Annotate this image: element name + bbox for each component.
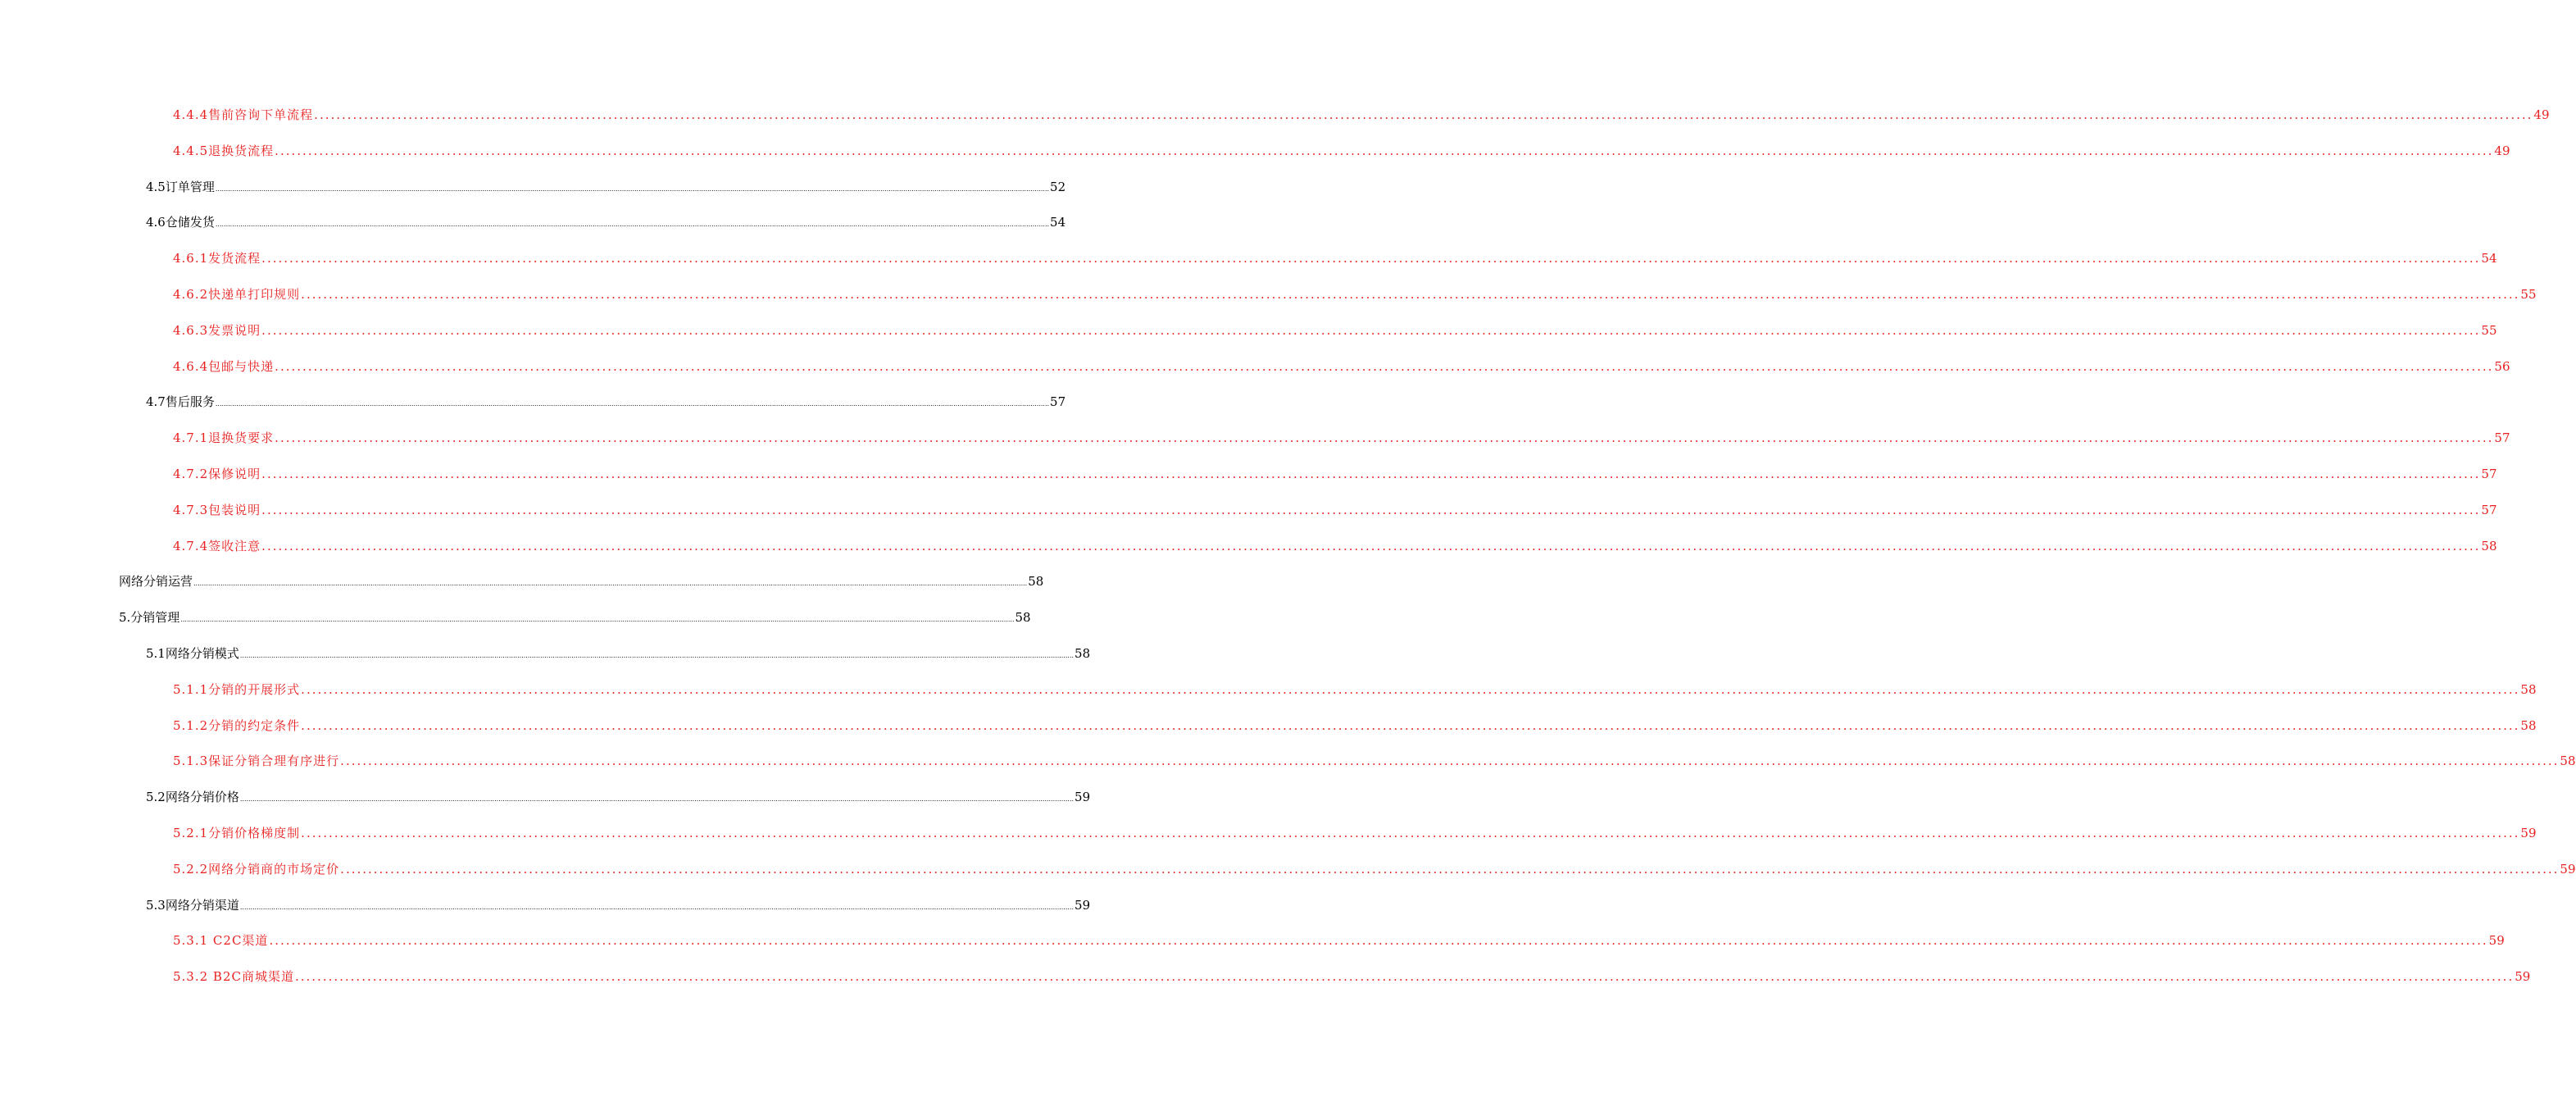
toc-entry[interactable]	[173, 462, 2497, 482]
toc-entry[interactable]	[146, 175, 1066, 195]
toc-entry-title: 4.5订单管理	[146, 179, 215, 194]
toc-entry-page-number: 57	[2481, 502, 2497, 517]
toc-entry[interactable]	[173, 822, 2537, 841]
toc-entry-title: 4.7.2保修说明	[173, 467, 261, 481]
toc-entry-title: 4.7.4签收注意	[173, 538, 261, 553]
toc-entry-title: 4.6仓储发货	[146, 215, 215, 230]
toc-entry-page-number: 59	[2560, 861, 2576, 877]
toc-entry-title: 5.1.1分销的开展形式	[173, 681, 301, 697]
toc-entry-title: 4.6.4包邮与快递	[173, 358, 275, 374]
toc-entry-page-number: 55	[2520, 287, 2537, 302]
toc-entry[interactable]	[173, 103, 2550, 123]
toc-dot-leader: ................................................................................................................................................................................................................................................................................................................................................................................................................	[275, 358, 2494, 374]
toc-entry[interactable]	[173, 139, 2510, 159]
toc-dot-leader: ................................................................................................................................................................................................................................................................................................................................................................................................................	[261, 502, 2481, 517]
toc-dot-leader: ................................................................................................................................................................................................................................................................................................................................................................................................................	[215, 184, 1050, 193]
toc-entry-page-number: 54	[2481, 251, 2497, 266]
toc-entry[interactable]	[173, 426, 2510, 446]
toc-dot-leader: ................................................................................................................................................................................................................................................................................................................................................................................................................	[269, 933, 2488, 949]
toc-entry[interactable]	[146, 786, 1091, 805]
toc-dot-leader: ................................................................................................................................................................................................................................................................................................................................................................................................................	[314, 107, 2533, 122]
toc-entry[interactable]	[173, 247, 2497, 266]
toc-entry-page-number: 55	[2481, 322, 2497, 338]
toc-entry-title: 5.3.2 B2C商城渠道	[173, 969, 294, 985]
toc-entry-title: 5.2.1分销价格梯度制	[173, 826, 301, 840]
toc-entry-title: 4.6.3发票说明	[173, 322, 261, 338]
toc-entry-title: 5.1.3保证分销合理有序进行	[173, 754, 340, 769]
toc-dot-leader: ................................................................................................................................................................................................................................................................................................................................................................................................................	[215, 221, 1050, 229]
toc-dot-leader: ................................................................................................................................................................................................................................................................................................................................................................................................................	[340, 861, 2560, 877]
toc-entry[interactable]	[173, 965, 2531, 985]
toc-entry-title: 5.2网络分销价格	[146, 790, 239, 805]
toc-entry-page-number: 56	[2494, 358, 2510, 374]
toc-entry-page-number: 49	[2533, 107, 2550, 122]
toc-entry-page-number: 58	[2520, 681, 2537, 697]
toc-entry-page-number: 58	[2481, 538, 2497, 553]
toc-entry[interactable]	[173, 355, 2510, 375]
toc-dot-leader: ................................................................................................................................................................................................................................................................................................................................................................................................................	[275, 430, 2494, 446]
toc-dot-leader: ................................................................................................................................................................................................................................................................................................................................................................................................................	[275, 143, 2494, 158]
toc-dot-leader: ................................................................................................................................................................................................................................................................................................................................................................................................................	[340, 754, 2560, 769]
toc-entry-title: 5.3网络分销渠道	[146, 897, 239, 913]
toc-entry[interactable]	[173, 678, 2537, 698]
toc-entry-page-number: 59	[2515, 969, 2531, 985]
toc-entry-page-number: 57	[1050, 394, 1066, 410]
toc-entry-page-number: 59	[2520, 826, 2537, 840]
toc-dot-leader: ................................................................................................................................................................................................................................................................................................................................................................................................................	[261, 251, 2481, 266]
toc-dot-leader: ................................................................................................................................................................................................................................................................................................................................................................................................................	[301, 287, 2520, 302]
toc-entry-title: 4.7.3包装说明	[173, 502, 261, 517]
toc-dot-leader: ................................................................................................................................................................................................................................................................................................................................................................................................................	[239, 652, 1074, 659]
toc-dot-leader: ................................................................................................................................................................................................................................................................................................................................................................................................................	[301, 717, 2520, 733]
toc-entry-page-number: 57	[2494, 430, 2510, 446]
toc-dot-leader: ................................................................................................................................................................................................................................................................................................................................................................................................................	[301, 826, 2520, 840]
toc-entry-title: 4.6.2快递单打印规则	[173, 287, 301, 302]
toc-entry[interactable]	[173, 283, 2537, 303]
toc-entry-title: 5.1网络分销模式	[146, 646, 239, 661]
toc-dot-leader: ................................................................................................................................................................................................................................................................................................................................................................................................................	[301, 681, 2520, 697]
toc-dot-leader: ................................................................................................................................................................................................................................................................................................................................................................................................................	[180, 616, 1015, 624]
toc-dot-leader: ................................................................................................................................................................................................................................................................................................................................................................................................................	[239, 795, 1074, 804]
toc-entry[interactable]	[173, 499, 2497, 518]
toc-entry-title: 5.2.2网络分销商的市场定价	[173, 861, 340, 877]
toc-dot-leader: ................................................................................................................................................................................................................................................................................................................................................................................................................	[193, 580, 1028, 588]
toc-entry-title: 5.1.2分销的约定条件	[173, 717, 301, 733]
toc-dot-leader: ................................................................................................................................................................................................................................................................................................................................................................................................................	[261, 467, 2481, 481]
toc-entry-page-number: 58	[1028, 574, 1044, 590]
toc-dot-leader: ................................................................................................................................................................................................................................................................................................................................................................................................................	[215, 400, 1050, 408]
toc-entry-page-number: 58	[2560, 754, 2576, 769]
toc-entry-page-number: 58	[1015, 610, 1031, 626]
toc-entry-title: 5.3.1 C2C渠道	[173, 933, 269, 949]
toc-entry[interactable]	[173, 929, 2505, 949]
toc-dot-leader: ................................................................................................................................................................................................................................................................................................................................................................................................................	[294, 969, 2515, 985]
toc-entry-page-number: 52	[1050, 179, 1066, 194]
toc-entry-page-number: 58	[1074, 646, 1091, 661]
toc-dot-leader: ................................................................................................................................................................................................................................................................................................................................................................................................................	[261, 538, 2481, 553]
toc-entry-page-number: 57	[2481, 467, 2497, 481]
toc-entry[interactable]	[173, 749, 2576, 769]
toc-entry-page-number: 54	[1050, 215, 1066, 230]
toc-entry[interactable]	[173, 319, 2497, 339]
toc-entry-title: 5.分销管理	[119, 610, 180, 626]
toc-entry[interactable]	[173, 858, 2576, 877]
toc-dot-leader: ................................................................................................................................................................................................................................................................................................................................................................................................................	[261, 322, 2481, 338]
toc-entry-page-number: 59	[2488, 933, 2505, 949]
toc-entry[interactable]	[146, 390, 1066, 410]
toc-entry-title: 4.4.4售前咨询下单流程	[173, 107, 314, 122]
toc-entry[interactable]	[173, 535, 2497, 554]
toc-entry[interactable]	[173, 714, 2537, 734]
toc-entry[interactable]	[119, 606, 1031, 626]
toc-entry-title: 4.4.5退换货流程	[173, 143, 275, 158]
toc-entry-title: 4.7.1退换货要求	[173, 430, 275, 446]
toc-entry[interactable]	[146, 211, 1066, 230]
toc-entry[interactable]	[146, 642, 1091, 662]
toc-entry-title: 4.6.1发货流程	[173, 251, 261, 266]
toc-entry-title: 网络分销运营	[119, 574, 193, 590]
toc-entry[interactable]	[146, 894, 1091, 913]
toc-entry[interactable]	[119, 570, 1044, 590]
toc-entry-page-number: 59	[1074, 790, 1091, 805]
toc-entry-page-number: 59	[1074, 897, 1091, 913]
toc-entry-page-number: 49	[2494, 143, 2510, 158]
toc-dot-leader: ................................................................................................................................................................................................................................................................................................................................................................................................................	[239, 903, 1074, 911]
toc-entry-title: 4.7售后服务	[146, 394, 215, 410]
toc-entry-page-number: 58	[2520, 717, 2537, 733]
